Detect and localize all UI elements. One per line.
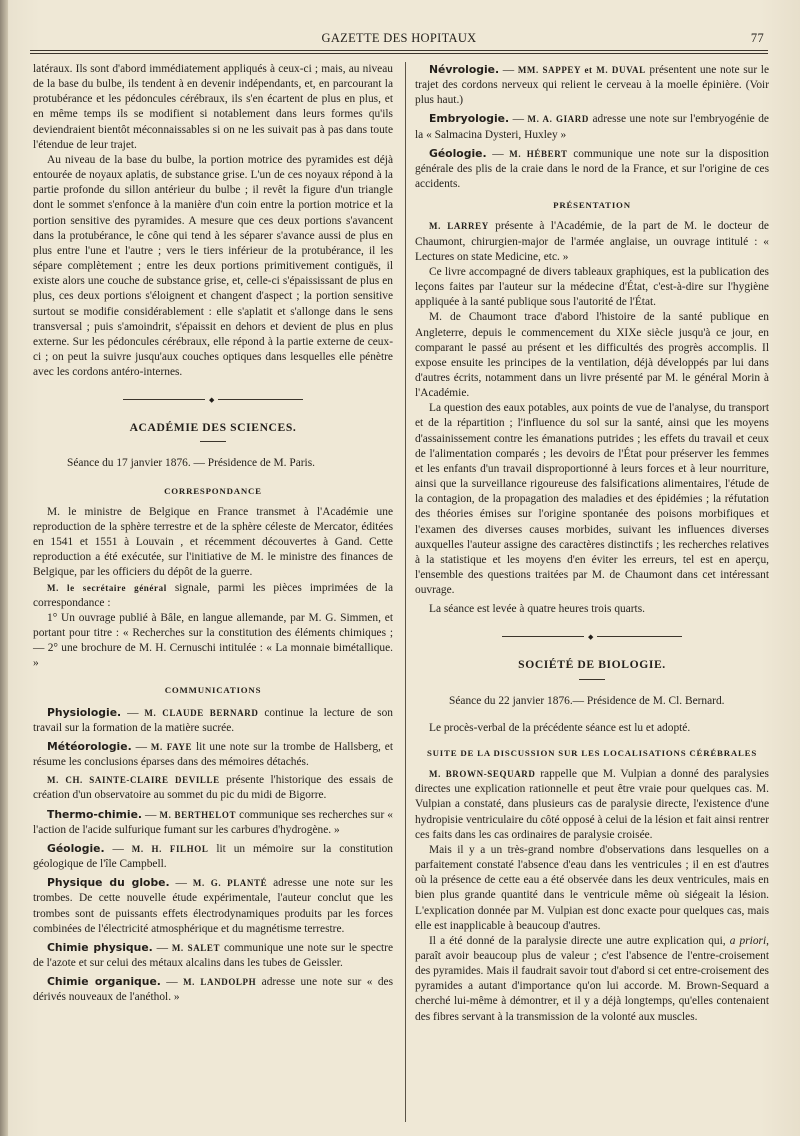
topic-keyword: Météorologie.: [47, 739, 132, 753]
topic-keyword: Géologie.: [429, 146, 487, 160]
paragraph: Le procès-verbal de la précédente séance est lu et adopté.: [429, 721, 691, 734]
author-name: M. G. PLANTÉ: [192, 878, 268, 889]
paragraph: La question des eaux potables, aux points de vue de l'analyse, du transport et de la répartition ; l'influence du sol sur la santé, ainsi que les moyens d'assainissement contre les émanations putrides ; les effets du travail et ceux de l'alimentation comparés ; les devoirs de l'État pour préserver les femmes et les enfants d'un travail disproportionné à leurs forces et à leur nourriture, ainsi que la surveillance rigoureuse des falsifications alimentaires, l'étude de la contagion, de la propagation des maladies et des épidémies ; la réfutation des théories émises sur l'origine spontanée des poisons morbifiques et l'examen des diverses causes morbides, suivant les influences diverses auxquelles l'auteur assigne des caractères distinctifs ; les recherches relatives à la statistique et les moyens d'en éviter les erreurs, tel est en aperçu, l'ensemble des questions traitées par M. de Chaumont dans cet intéressant ouvrage.: [415, 402, 769, 597]
short-rule: [579, 679, 605, 680]
communications-list: [415, 62, 769, 192]
communication-entry: Thermo-chimie. — M. BERTHELOT communique ses recherches sur « l'action de l'acide sulfurique fumant sur les carbures d'hydrogène. »: [33, 807, 393, 836]
topic-keyword: Chimie organique.: [47, 975, 161, 989]
subsection-heading: PRÉSENTATION: [553, 200, 631, 211]
communication-entry: Névrologie. — MM. SAPPEY et M. DUVAL présentent une note sur le trajet des cordons nerveux qui relient le cerveau à la moelle épinière. (Voir plus haut.): [415, 63, 769, 107]
communication-entry: [33, 773, 393, 803]
topic-keyword: Géologie.: [47, 841, 105, 855]
author-name: M. LARREY: [429, 221, 489, 232]
right-column: [415, 62, 769, 1025]
page-number: 77: [750, 31, 764, 45]
page-spine: [0, 0, 8, 1136]
subsection-heading: COMMUNICATIONS: [164, 685, 262, 696]
author-name: M. LANDOLPH: [183, 977, 257, 988]
communication-text: lit une note sur la trombe de Hallsberg, et résume les conclusions éparses dans des mémoires détachés.: [33, 740, 394, 769]
communication-entry: Géologie. — M. H. FILHOL lit un mémoire sur la constitution géologique de l'île Campbell.: [33, 841, 393, 871]
communication-text: présente l'historique des essais de création d'un observatoire au sommet du pic du midi de Bigorre.: [33, 774, 393, 802]
author-name: M. SALET: [171, 942, 221, 953]
paragraph: [415, 767, 769, 843]
subsection-heading: CORRESPONDANCE: [164, 485, 262, 496]
communication-text: adresse une note sur l'embryogénie de la « Salmacina Dysteri, Huxley »: [415, 113, 769, 141]
page-header: [30, 26, 768, 48]
paragraph-text: signale, parmi les pièces imprimées de la correspondance :: [33, 581, 393, 609]
topic-keyword: Névrologie.: [429, 63, 500, 76]
paragraph: Mais il y a un très-grand nombre d'observations dans lesquelles on a parfaitement constaté l'absence d'eau dans les ventricules ; il en est d'autres où la présence de cette eau a été observée dans les deux ventricules, mais en bien plus grande quantité dans le ventricule même où siégeait la lésion. L'explication donnée par M. Vulpian est donc exacte pour quelques cas, mais elle est inapplicable à beaucoup d'autres.: [415, 843, 769, 932]
paragraph-text: présente à l'Académie, de la part de M. le docteur de Chaumont, chirurgien-major de l'armée anglaise, un ouvrage intitulé : « Lectures on state Medicine, etc. »: [415, 220, 769, 263]
communications-list: [33, 705, 393, 1006]
paragraph: M. de Chaumont trace d'abord l'histoire de la santé publique en Angleterre, depuis le commencement du XIXe siècle jusqu'à ce jour, en comparant le passé au présent et les difficultés des progrès accomplis. Il expose ensuite les principes de la ventilation, déjà développés par lui dans d'autres écrits, notamment dans un livre présenté par M. le général Morin à l'Académie.: [415, 311, 769, 400]
paragraph: latéraux. Ils sont d'abord immédiatement appliqués à ceux-ci ; mais, au niveau de la base du bulbe, ils tendent à en devenir indépendants, et, en parcourant la protubérance et les pédoncules cérébraux, ils s'en écartent de plus en plus, et en même temps ils se modifient si notablement dans leurs formes qu'ils deviendraient bientôt méconnaissables si on ne les suivait pas à pas dans toute l'étendue de leur trajet.: [33, 63, 393, 151]
topic-keyword: Embryologie.: [429, 112, 510, 126]
italic-phrase: a priori: [729, 934, 767, 947]
paragraph: Au niveau de la base du bulbe, la portion motrice des pyramides est déjà entourée de noyaux aplatis, de substance grise. L'un de ces noyaux répond à la partie profonde du sillon antérieur du bulbe ; il revêt la figure d'un triangle dont le sommet s'enfonce à la manière d'un coin entre la portion motrice et la portion sensitive des pyramides. A mesure que ces deux portions s'avancent dans la protubérance, le cône qui tend à les séparer s'avance aussi de plus en plus entre l'une et l'autre ; vers le tiers inférieur de la protubérance, il les sépare complètement ; entre les deux portions primitivement contiguës, il existe alors une couche de substance grise, et, celle-ci s'épaississant de plus en plus, ces deux portions s'éloignent et changent d'aspect ; la portion sensitive surtout se modifie considérablement : elle s'aplatit et s'allonge dans le sens transversal ; puis s'amoindrit, s'épaissit en dehors et devient de plus en plus externe. Sur les pédoncules cérébraux, elle répond à la partie externe de ceux-ci ; on peut la suivre jusqu'aux couches optiques dans lesquelles elle pénètre avec les cordons antéro-internes.: [33, 153, 393, 379]
paragraph: [33, 581, 393, 611]
paragraph-text: rappelle que M. Vulpian a donné des paralysies directes une explication rationnelle et peut être vraie pour quelques cas. M. Vulpian a constaté, dans plusieurs cas de paralysie directe, l'existence d'une hydropisie ventriculaire du côté opposé à celui de la lésion et fait ainsi rentrer ces faits dans les cas ordinaires de paralysie croisée.: [415, 768, 769, 841]
communication-entry: Chimie organique. — M. LANDOLPH adresse une note sur « des dérivés nouveaux de l'anéthol. »: [33, 975, 393, 1004]
communication-text: continue la lecture de son travail sur la formation de la matière sucrée.: [33, 706, 393, 734]
communication-text: adresse une note sur les trombes. De cette nouvelle étude expérimentale, l'auteur conclut que les trombes sont de puissants effets électrodynamiques produits par les forces combinées de l'électricité atmosphérique et du magnétisme terrestre.: [33, 877, 393, 935]
author-name: M. FAYE: [150, 741, 193, 752]
paragraph-text: , paraît avoir beaucoup plus de valeur ; c'est l'absence de l'entre-croisement des pyramides. Mais il faudrait savoir tout d'abord si cet entre-croisement des pyramides a autant d'importance qu'on lui accorde. M. Brown-Sequard a cherché lui-même à démontrer, et il y a déjà longtemps, qu'elles contenaient des fibres servant à la transmission de la volonté aux muscles.: [415, 934, 769, 1023]
section-title: SOCIÉTÉ DE BIOLOGIE.: [518, 658, 666, 672]
topic-keyword: Thermo-chimie.: [47, 807, 143, 821]
paragraph-text: Il a été donné de la paralysie directe une autre explication qui,: [429, 934, 730, 947]
ornament-divider: [502, 633, 682, 641]
communication-text: communique une note sur le spectre de l'azote et sur celui des métaux alcalins dans les tubes de Geissler.: [33, 941, 394, 969]
seance-line: Séance du 17 janvier 1876. — Présidence de M. Paris.: [67, 457, 316, 470]
communication-text: lit un mémoire sur la constitution géologique de l'île Campbell.: [33, 842, 393, 871]
journal-title: GAZETTE DES HOPITAUX: [321, 31, 477, 45]
communication-text: présentent une note sur le trajet des cordons nerveux qui relient le cerveau à la moelle épinière. (Voir plus haut.): [415, 64, 769, 107]
seance-line: Séance du 22 janvier 1876.— Présidence de M. Cl. Bernard.: [449, 694, 725, 707]
topic-keyword: Chimie physique.: [47, 940, 153, 954]
paragraph: [415, 219, 769, 264]
communication-entry: Physiologie. — M. CLAUDE BERNARD continue la lecture de son travail sur la formation de la matière sucrée.: [33, 705, 393, 734]
paragraph: Ce livre accompagné de divers tableaux graphiques, est la publication des leçons faites par l'auteur sur la médecine d'État, c'est-à-dire sur l'hygiène appliquée à la santé publique sous l'autorité de l'État.: [415, 265, 769, 309]
communication-entry: Météorologie. — M. FAYE lit une note sur la trombe de Hallsberg, et résume les conclusions éparses dans des mémoires détachés.: [33, 739, 394, 769]
author-name: M. CLAUDE BERNARD: [144, 707, 259, 718]
topic-keyword: Physiologie.: [47, 705, 122, 719]
left-column: [33, 62, 393, 1008]
author-name: M. H. FILHOL: [131, 843, 209, 854]
paragraph: [415, 934, 769, 1025]
author-name: M. le secrétaire général: [47, 582, 167, 593]
subsection-heading: SUITE DE LA DISCUSSION SUR LES LOCALISATIONS CÉRÉBRALES: [426, 747, 758, 758]
header-rule-double: [30, 53, 768, 54]
paragraph: La séance est levée à quatre heures trois quarts.: [429, 603, 646, 616]
column-separator: [405, 62, 406, 1122]
paragraph: 1° Un ouvrage publié à Bâle, en langue allemande, par M. G. Simmen, et portant pour titre : « Recherches sur la constitution des éléments chimiques ; — 2° une brochure de M. H. Cernuschi intitulée : « La monnaie bimétallique. »: [33, 611, 393, 670]
author-name: MM. SAPPEY et M. DUVAL: [517, 65, 646, 75]
paragraph: M. le ministre de Belgique en France transmet à l'Académie une reproduction de la sphère terrestre et de la sphère céleste de Mercator, éditées en 1541 et 1551 à Louvain , et récemment découvertes à Gand. Cette reproduction a été exécutée, sur l'initiative de M. le ministre des finances de Belgique, par les officiers du dépôt de la guerre.: [33, 505, 393, 579]
communication-text: communique une note sur la disposition générale des plis de la craie dans le nord de la France, et sur l'origine de ces accidents.: [415, 147, 769, 191]
ornament-divider: [123, 396, 303, 404]
communication-entry: Embryologie. — M. A. GIARD adresse une note sur l'embryogénie de la « Salmacina Dysteri, Huxley »: [415, 112, 769, 141]
communication-text: communique ses recherches sur « l'action de l'acide sulfurique fumant sur les carbures d'hydrogène. »: [33, 808, 393, 836]
header-rule: [30, 50, 768, 51]
short-rule: [200, 441, 226, 442]
communication-text: adresse une note sur « des dérivés nouveaux de l'anéthol. »: [33, 976, 393, 1004]
author-name: M. A. GIARD: [527, 114, 589, 125]
communication-entry: Chimie physique. — M. SALET communique une note sur le spectre de l'azote et sur celui des métaux alcalins dans les tubes de Geissler.: [33, 940, 394, 969]
communication-entry: Géologie. — M. HÉBERT communique une note sur la disposition générale des plis de la craie dans le nord de la France, et sur l'origine de ces accidents.: [415, 146, 769, 191]
section-title: ACADÉMIE DES SCIENCES.: [129, 421, 297, 435]
topic-keyword: Physique du globe.: [47, 876, 170, 890]
communication-entry: Physique du globe. — M. G. PLANTÉ adresse une note sur les trombes. De cette nouvelle étude expérimentale, l'auteur conclut que les trombes sont de puissants effets électrodynamiques produits par les forces combinées de l'électricité atmosphérique et du magnétisme terrestre.: [33, 876, 393, 935]
author-name: M. CH. SAINTE-CLAIRE DEVILLE: [47, 775, 220, 786]
author-name: M. BERTHELOT: [159, 809, 237, 820]
author-name: M. HÉBERT: [509, 148, 568, 159]
author-name: M. BROWN-SEQUARD: [429, 769, 536, 780]
